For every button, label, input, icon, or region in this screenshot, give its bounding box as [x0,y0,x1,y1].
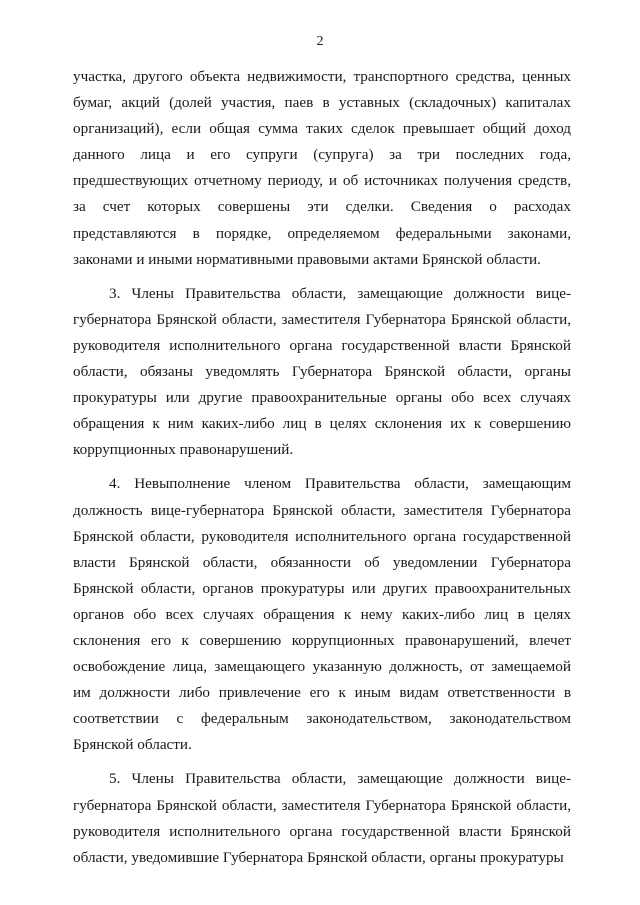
paragraph-continuation: участка, другого объекта недвижимости, транспортного средства, ценных бумаг, акций (долей участия, паев в уставных (складочных) капиталах организаций), если общая сумма таких сделок превышает общий доход данного лица и его супруги (супруга) за три последних года, предшествующих отчетному периоду, и об источниках получения средств, за счет которых совершены эти сделки. Сведения о расходах представляются в порядке, определяемом федеральными законами, законами и иными нормативными правовыми актами Брянской области. [73,68,571,268]
document-body [73,64,571,871]
paragraph-item-5: 5. Члены Правительства области, замещающие должности вице-губернатора Брянской области, заместителя Губернатора Брянской области, руководителя исполнительного органа государственной власти Брянской области, уведомившие Губернатора Брянской области, органы прокуратуры [73,770,571,866]
paragraph-item-4: 4. Невыполнение членом Правительства области, замещающим должность вице-губернатора Брянской области, заместителя Губернатора Брянской области, руководителя исполнительного органа государственной власти Брянской области, обязанности об уведомлении Губернатора Брянской области, органов прокуратуры или других правоохранительных органов обо всех случаях обращения к нему каких-либо лиц в целях склонения его к совершению коррупционных правонарушений, влечет освобождение лица, замещающего указанную должность, от замещаемой им должности либо привлечение его к иным видам ответственности в соответствии с федеральным законодательством, законодательством Брянской области. [73,475,571,754]
paragraph-item-3: 3. Члены Правительства области, замещающие должности вице-губернатора Брянской области, заместителя Губернатора Брянской области, руководителя исполнительного органа государственной власти Брянской области, обязаны уведомлять Губернатора Брянской области, органы прокуратуры или другие правоохранительные органы обо всех случаях обращения к ним каких-либо лиц в целях склонения их к совершению коррупционных правонарушений. [73,284,571,459]
page-number: 2 [316,34,324,49]
